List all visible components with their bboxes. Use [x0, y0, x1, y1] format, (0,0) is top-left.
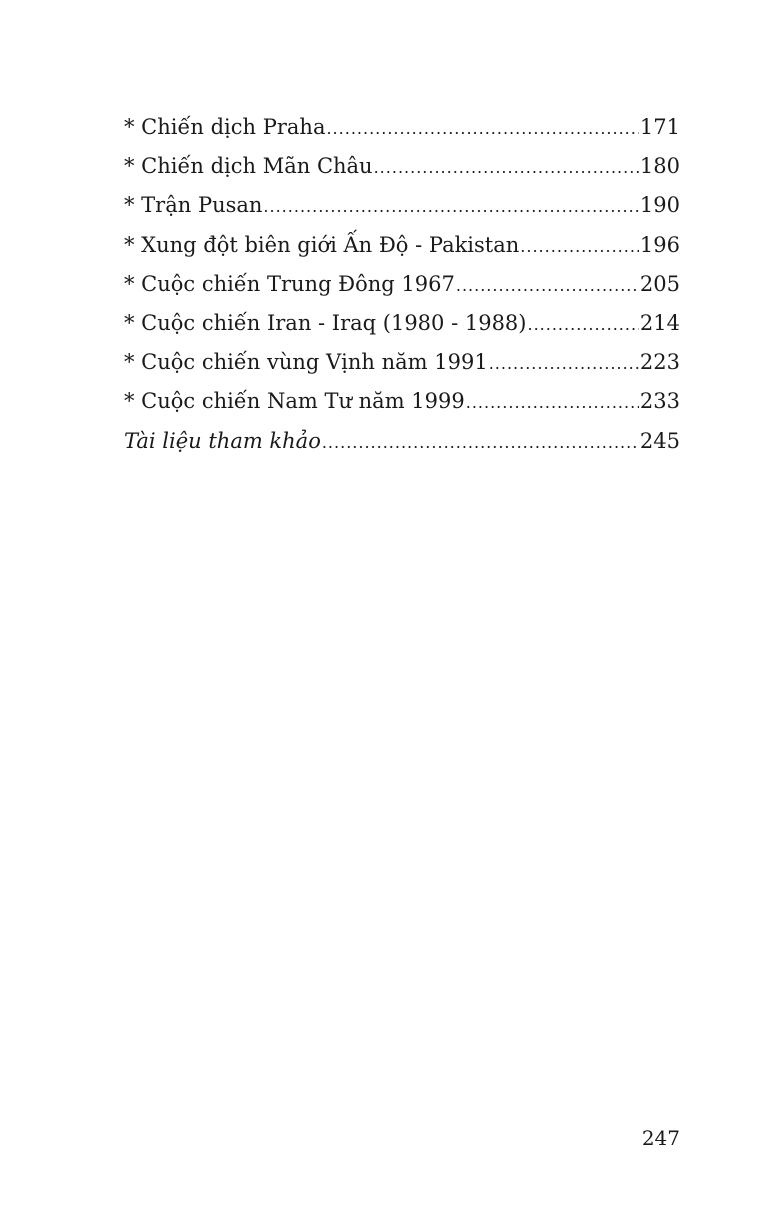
toc-entry-page: 171 [639, 115, 680, 139]
toc-entry[interactable] [124, 147, 680, 186]
toc-entry[interactable] [124, 343, 680, 382]
toc-entry-page: 205 [639, 271, 680, 296]
toc-entry-page: 190 [639, 193, 680, 218]
toc-entry[interactable] [124, 108, 680, 147]
toc-entry-references[interactable] [124, 422, 680, 461]
toc-entry[interactable] [124, 186, 680, 225]
toc-leader-dots [528, 305, 639, 343]
toc-leader-dots [322, 423, 639, 461]
toc-entry-page: 245 [639, 428, 680, 453]
toc-entry[interactable] [124, 382, 680, 421]
toc-entry-page: 214 [639, 310, 680, 335]
toc-entry-title: * Chiến dịch Mãn Châu [124, 154, 373, 179]
toc-entry-page: 223 [639, 350, 680, 375]
toc-entry-title: * Cuộc chiến Nam Tư năm 1999 [124, 389, 465, 414]
toc-entry[interactable] [124, 265, 680, 304]
toc-entry[interactable] [124, 226, 680, 265]
toc-leader-dots [456, 266, 639, 304]
toc-entry-title: * Cuộc chiến vùng Vịnh năm 1991 [124, 350, 488, 375]
toc-entry-title: * Xung đột biên giới Ấn Độ - Pakistan [124, 232, 520, 257]
page-number: 247 [641, 1126, 680, 1150]
toc-entry-page: 180 [639, 154, 680, 179]
toc-entry-page: 196 [639, 232, 680, 257]
toc-leader-dots [326, 109, 638, 147]
toc-entry-page: 233 [639, 389, 680, 414]
toc-entry-title: * Trận Pusan [124, 193, 263, 218]
toc-entry-title: * Cuộc chiến Iran - Iraq (1980 - 1988) [124, 310, 527, 335]
toc-leader-dots [374, 148, 639, 186]
toc-entry-title: Tài liệu tham khảo [124, 428, 321, 453]
toc-leader-dots [520, 227, 639, 265]
toc-entry-title: * Cuộc chiến Trung Đông 1967 [124, 271, 455, 296]
toc-leader-dots [263, 187, 638, 225]
toc-leader-dots [466, 383, 639, 421]
toc-entry-title: * Chiến dịch Praha [124, 115, 326, 139]
toc-entry[interactable] [124, 304, 680, 343]
toc-leader-dots [489, 344, 639, 382]
table-of-contents [124, 108, 680, 461]
